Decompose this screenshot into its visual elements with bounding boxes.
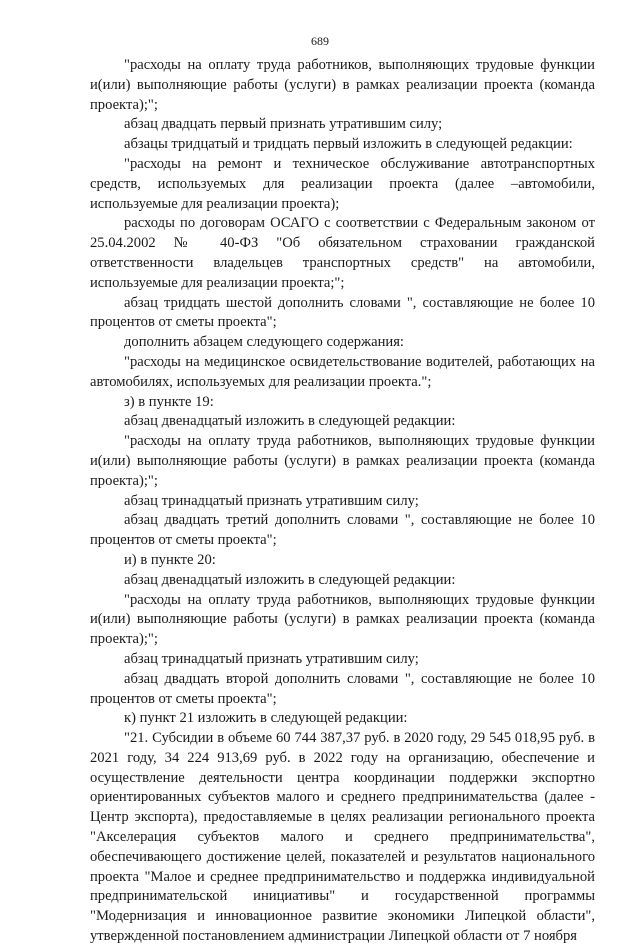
paragraph: абзац двадцать третий дополнить словами ", составляющие не более 10 процентов от сметы проекта"; bbox=[90, 512, 595, 549]
paragraph: "расходы на оплату труда работников, выполняющих трудовые функции и(или) выполняющие работы (услуги) в рамках реализации проекта (команда проекта);"; bbox=[90, 433, 595, 489]
paragraph: расходы по договорам ОСАГО с соответствии с Федеральным законом от 25.04.2002 № 40-ФЗ "Об обязательном страховании гражданской ответственности владельцев транспортных средств" на автомобили, используемые для реализации проекта;"; bbox=[90, 215, 595, 291]
paragraph: "расходы на оплату труда работников, выполняющих трудовые функции и(или) выполняющие работы (услуги) в рамках реализации проекта (команда проекта);"; bbox=[90, 591, 595, 648]
paragraph: дополнить абзацем следующего содержания: bbox=[124, 334, 404, 351]
paragraph: абзацы тридцатый и тридцать первый изложить в следующей редакции: bbox=[124, 136, 573, 153]
paragraph: з) в пункте 19: bbox=[124, 393, 214, 410]
paragraph: "расходы на медицинское освидетельствование водителей, работающих на автомобилях, используемых для реализации проекта."; bbox=[90, 353, 595, 390]
paragraph: "расходы на ремонт и техническое обслуживание автотранспортных средств, используемых для реализации проекта (далее –автомобили, используемые для реализации проекта); bbox=[90, 155, 595, 212]
paragraph: к) пункт 21 изложить в следующей редакции: bbox=[124, 710, 408, 727]
paragraph: и) в пункте 20: bbox=[124, 551, 216, 568]
paragraph: абзац тридцать шестой дополнить словами ", составляющие не более 10 процентов от сметы проекта"; bbox=[90, 294, 595, 331]
paragraph: "21. Субсидии в объеме 60 744 387,37 руб. в 2020 году, 29 545 018,95 руб. в 2021 году, 34 224 913,69 руб. в 2022 году на организацию, обеспечение и осуществление деятельности центра координации поддержки экспортно ориентированных субъектов малого и среднего предпринимательства (далее - Центр экспорта), предоставляемые в целях реализации регионального проекта "Акселерация субъектов малого и среднего предпринимательства", обеспечивающего достижение целей, показателей и результатов национального проекта "Малое и среднее предпринимательство и поддержка индивидуальной предпринимательской инициативы" и государственной программы "Модернизация и инновационное развитие экономики Липецкой области", утвержденной постановлением администрации Липецкой области от 7 ноября bbox=[90, 730, 595, 945]
paragraph: абзац тринадцатый признать утратившим силу; bbox=[124, 650, 419, 667]
paragraph: абзац двенадцатый изложить в следующей редакции: bbox=[124, 413, 456, 430]
paragraph: "расходы на оплату труда работников, выполняющих трудовые функции и(или) выполняющие работы (услуги) в рамках реализации проекта (команда проекта);"; bbox=[90, 57, 595, 113]
paragraph: абзац двенадцатый изложить в следующей редакции: bbox=[124, 571, 456, 588]
paragraph: абзац двадцать первый признать утратившим силу; bbox=[124, 116, 443, 133]
paragraph: абзац тринадцатый признать утратившим силу; bbox=[124, 492, 419, 509]
document-body bbox=[90, 56, 595, 947]
page-number: 689 bbox=[311, 34, 329, 48]
paragraph: абзац двадцать второй дополнить словами ", составляющие не более 10 процентов от сметы проекта"; bbox=[90, 670, 595, 707]
